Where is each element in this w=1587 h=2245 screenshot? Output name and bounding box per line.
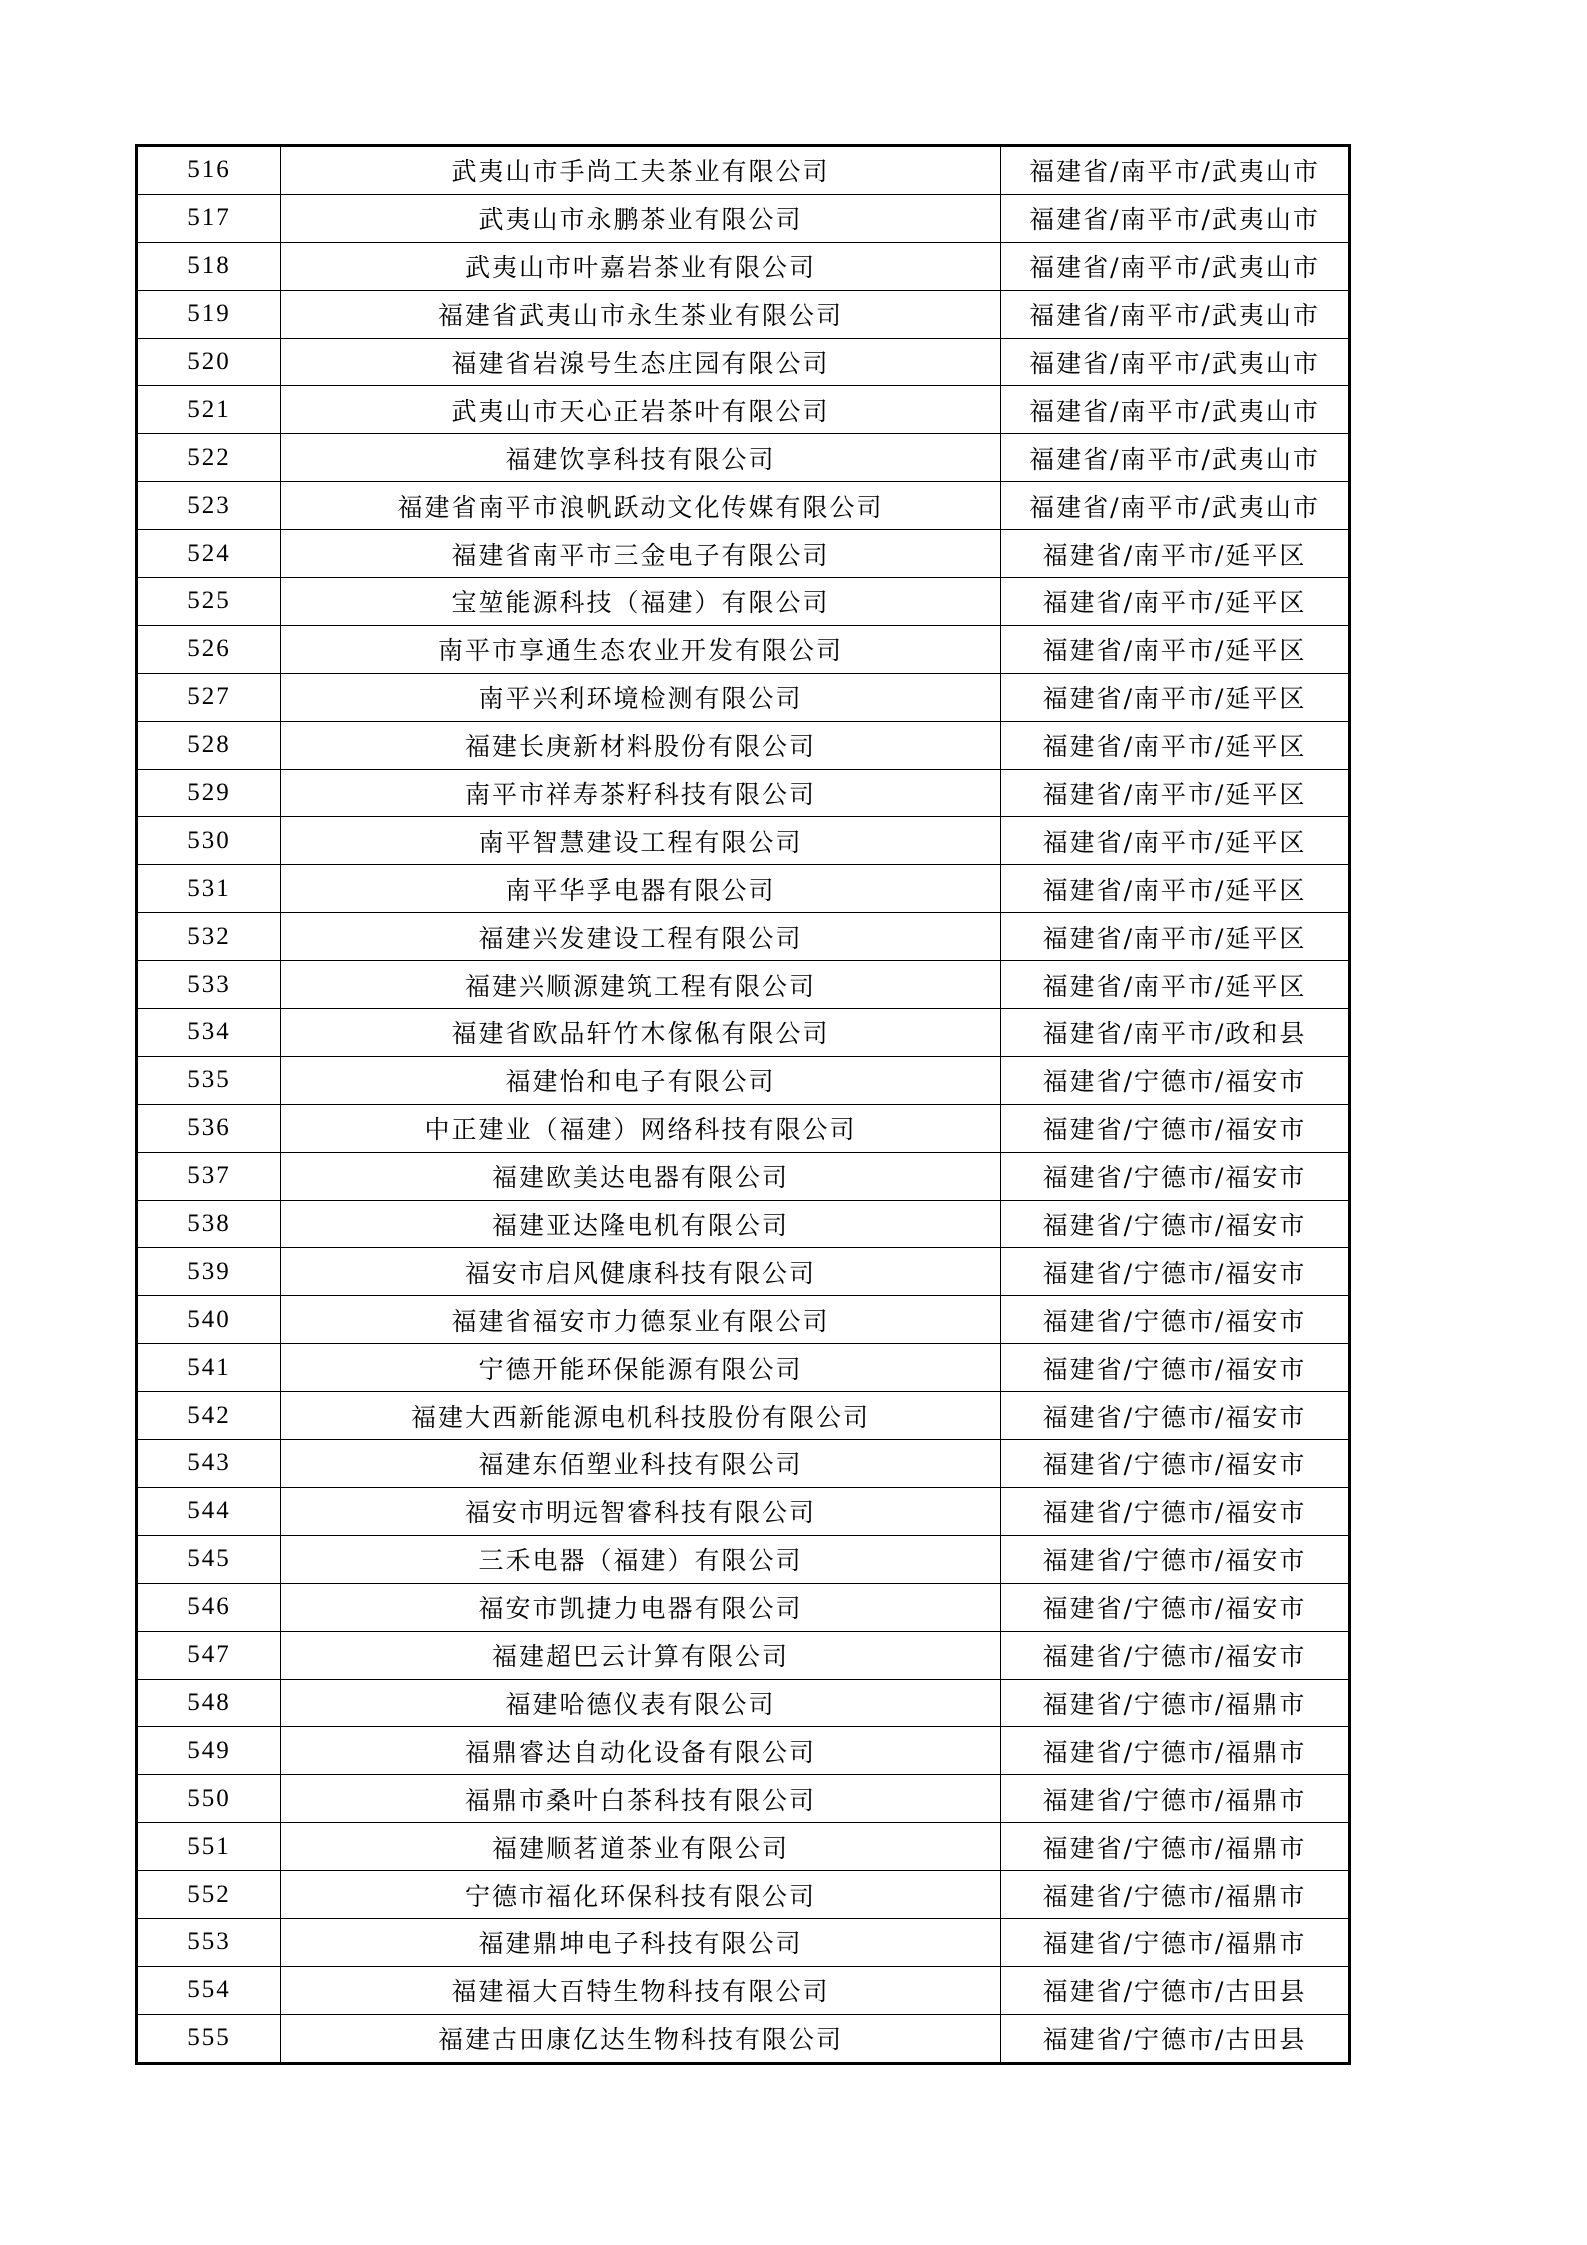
table-row [137,1056,1350,1104]
company-name-cell: 福建欧美达电器有限公司 [281,1152,1001,1200]
table-row [137,1631,1350,1679]
row-number-cell: 528 [137,721,281,769]
region-cell: 福建省/宁德市/福安市 [1001,1392,1350,1440]
table-row [137,1823,1350,1871]
company-name-cell: 福建省欧品轩竹木傢俬有限公司 [281,1009,1001,1057]
row-number-cell: 534 [137,1009,281,1057]
table-row [137,1727,1350,1775]
company-name-cell: 福建兴发建设工程有限公司 [281,913,1001,961]
company-name-cell: 南平智慧建设工程有限公司 [281,817,1001,865]
region-cell: 福建省/南平市/延平区 [1001,817,1350,865]
region-cell: 福建省/南平市/延平区 [1001,530,1350,578]
region-cell: 福建省/宁德市/福鼎市 [1001,1871,1350,1919]
company-name-cell: 福建福大百特生物科技有限公司 [281,1966,1001,2014]
company-name-cell: 福建东佰塑业科技有限公司 [281,1440,1001,1488]
row-number-cell: 549 [137,1727,281,1775]
table-row [137,242,1350,290]
company-name-cell: 福建省南平市浪帆跃动文化传媒有限公司 [281,482,1001,530]
row-number-cell: 516 [137,146,281,195]
row-number-cell: 517 [137,194,281,242]
row-number-cell: 537 [137,1152,281,1200]
table-row [137,817,1350,865]
company-name-cell: 宁德市福化环保科技有限公司 [281,1871,1001,1919]
company-name-cell: 南平华孚电器有限公司 [281,865,1001,913]
row-number-cell: 520 [137,338,281,386]
table-row [137,482,1350,530]
region-cell: 福建省/宁德市/福安市 [1001,1104,1350,1152]
company-name-cell: 福建饮享科技有限公司 [281,434,1001,482]
region-cell: 福建省/宁德市/古田县 [1001,2014,1350,2063]
row-number-cell: 529 [137,769,281,817]
row-number-cell: 536 [137,1104,281,1152]
company-name-cell: 三禾电器（福建）有限公司 [281,1535,1001,1583]
table-row [137,721,1350,769]
table-row [137,1344,1350,1392]
company-name-cell: 福建哈德仪表有限公司 [281,1679,1001,1727]
company-name-cell: 宁德开能环保能源有限公司 [281,1344,1001,1392]
row-number-cell: 553 [137,1918,281,1966]
table-row [137,1392,1350,1440]
row-number-cell: 540 [137,1296,281,1344]
table-row [137,673,1350,721]
row-number-cell: 531 [137,865,281,913]
region-cell: 福建省/南平市/延平区 [1001,913,1350,961]
table-row [137,194,1350,242]
company-name-cell: 中正建业（福建）网络科技有限公司 [281,1104,1001,1152]
table-row [137,146,1350,195]
region-cell: 福建省/南平市/武夷山市 [1001,482,1350,530]
company-name-cell: 福建顺茗道茶业有限公司 [281,1823,1001,1871]
row-number-cell: 518 [137,242,281,290]
table-row [137,290,1350,338]
region-cell: 福建省/宁德市/福安市 [1001,1344,1350,1392]
company-name-cell: 福建大西新能源电机科技股份有限公司 [281,1392,1001,1440]
row-number-cell: 546 [137,1583,281,1631]
company-name-cell: 福建省福安市力德泵业有限公司 [281,1296,1001,1344]
region-cell: 福建省/南平市/延平区 [1001,578,1350,626]
table-row [137,1583,1350,1631]
row-number-cell: 542 [137,1392,281,1440]
row-number-cell: 527 [137,673,281,721]
table-row [137,1918,1350,1966]
row-number-cell: 524 [137,530,281,578]
table-row [137,578,1350,626]
company-name-cell: 福安市明远智睿科技有限公司 [281,1487,1001,1535]
company-name-cell: 武夷山市叶嘉岩茶业有限公司 [281,242,1001,290]
region-cell: 福建省/宁德市/福安市 [1001,1535,1350,1583]
table-row [137,1248,1350,1296]
table-row [137,338,1350,386]
company-list-table [135,144,1351,2065]
region-cell: 福建省/南平市/政和县 [1001,1009,1350,1057]
region-cell: 福建省/宁德市/福安市 [1001,1056,1350,1104]
company-name-cell: 福鼎市桑叶白茶科技有限公司 [281,1775,1001,1823]
region-cell: 福建省/南平市/武夷山市 [1001,146,1350,195]
region-cell: 福建省/宁德市/福安市 [1001,1248,1350,1296]
company-name-cell: 南平市祥寿茶籽科技有限公司 [281,769,1001,817]
region-cell: 福建省/南平市/延平区 [1001,625,1350,673]
company-name-cell: 福安市凯捷力电器有限公司 [281,1583,1001,1631]
region-cell: 福建省/南平市/延平区 [1001,721,1350,769]
row-number-cell: 526 [137,625,281,673]
company-name-cell: 福建省南平市三金电子有限公司 [281,530,1001,578]
table-row [137,1535,1350,1583]
region-cell: 福建省/宁德市/福安市 [1001,1152,1350,1200]
table-row [137,625,1350,673]
table-row [137,1440,1350,1488]
row-number-cell: 555 [137,2014,281,2063]
row-number-cell: 550 [137,1775,281,1823]
region-cell: 福建省/宁德市/福鼎市 [1001,1823,1350,1871]
company-name-cell: 福建亚达隆电机有限公司 [281,1200,1001,1248]
region-cell: 福建省/宁德市/福安市 [1001,1440,1350,1488]
company-name-cell: 武夷山市永鹏茶业有限公司 [281,194,1001,242]
region-cell: 福建省/南平市/武夷山市 [1001,290,1350,338]
region-cell: 福建省/南平市/延平区 [1001,961,1350,1009]
region-cell: 福建省/宁德市/福安市 [1001,1296,1350,1344]
row-number-cell: 519 [137,290,281,338]
region-cell: 福建省/宁德市/福安市 [1001,1200,1350,1248]
company-name-cell: 福建怡和电子有限公司 [281,1056,1001,1104]
table-row [137,1152,1350,1200]
region-cell: 福建省/宁德市/古田县 [1001,1966,1350,2014]
row-number-cell: 548 [137,1679,281,1727]
row-number-cell: 538 [137,1200,281,1248]
region-cell: 福建省/南平市/武夷山市 [1001,434,1350,482]
row-number-cell: 539 [137,1248,281,1296]
company-name-cell: 福建超巴云计算有限公司 [281,1631,1001,1679]
table-body [137,146,1350,2064]
table-row [137,961,1350,1009]
table-row [137,386,1350,434]
row-number-cell: 535 [137,1056,281,1104]
row-number-cell: 544 [137,1487,281,1535]
table-row [137,434,1350,482]
table-row [137,530,1350,578]
row-number-cell: 554 [137,1966,281,2014]
table-row [137,1200,1350,1248]
table-row [137,1009,1350,1057]
table-row [137,1679,1350,1727]
company-name-cell: 福建长庚新材料股份有限公司 [281,721,1001,769]
table-row [137,913,1350,961]
table-row [137,1104,1350,1152]
region-cell: 福建省/宁德市/福安市 [1001,1631,1350,1679]
region-cell: 福建省/南平市/武夷山市 [1001,386,1350,434]
table-row [137,1296,1350,1344]
row-number-cell: 532 [137,913,281,961]
table-row [137,1775,1350,1823]
region-cell: 福建省/宁德市/福鼎市 [1001,1679,1350,1727]
region-cell: 福建省/宁德市/福安市 [1001,1583,1350,1631]
table-row [137,1871,1350,1919]
region-cell: 福建省/宁德市/福鼎市 [1001,1775,1350,1823]
company-name-cell: 福建省武夷山市永生茶业有限公司 [281,290,1001,338]
row-number-cell: 521 [137,386,281,434]
region-cell: 福建省/南平市/延平区 [1001,673,1350,721]
table-row [137,1966,1350,2014]
row-number-cell: 533 [137,961,281,1009]
company-name-cell: 福建鼎坤电子科技有限公司 [281,1918,1001,1966]
table-row [137,865,1350,913]
table-row [137,2014,1350,2063]
company-name-cell: 武夷山市手尚工夫茶业有限公司 [281,146,1001,195]
region-cell: 福建省/南平市/武夷山市 [1001,338,1350,386]
company-name-cell: 武夷山市天心正岩茶叶有限公司 [281,386,1001,434]
row-number-cell: 552 [137,1871,281,1919]
company-name-cell: 南平市享通生态农业开发有限公司 [281,625,1001,673]
region-cell: 福建省/南平市/武夷山市 [1001,194,1350,242]
row-number-cell: 541 [137,1344,281,1392]
region-cell: 福建省/宁德市/福鼎市 [1001,1918,1350,1966]
company-name-cell: 福建省岩湶号生态庄园有限公司 [281,338,1001,386]
company-name-cell: 福建兴顺源建筑工程有限公司 [281,961,1001,1009]
row-number-cell: 522 [137,434,281,482]
table-row [137,769,1350,817]
region-cell: 福建省/南平市/延平区 [1001,865,1350,913]
row-number-cell: 543 [137,1440,281,1488]
company-name-cell: 福建古田康亿达生物科技有限公司 [281,2014,1001,2063]
company-name-cell: 宝堃能源科技（福建）有限公司 [281,578,1001,626]
row-number-cell: 523 [137,482,281,530]
region-cell: 福建省/南平市/延平区 [1001,769,1350,817]
company-name-cell: 福鼎睿达自动化设备有限公司 [281,1727,1001,1775]
row-number-cell: 530 [137,817,281,865]
row-number-cell: 547 [137,1631,281,1679]
region-cell: 福建省/宁德市/福安市 [1001,1487,1350,1535]
company-name-cell: 福安市启风健康科技有限公司 [281,1248,1001,1296]
table-row [137,1487,1350,1535]
row-number-cell: 545 [137,1535,281,1583]
company-name-cell: 南平兴利环境检测有限公司 [281,673,1001,721]
region-cell: 福建省/南平市/武夷山市 [1001,242,1350,290]
row-number-cell: 525 [137,578,281,626]
region-cell: 福建省/宁德市/福鼎市 [1001,1727,1350,1775]
row-number-cell: 551 [137,1823,281,1871]
